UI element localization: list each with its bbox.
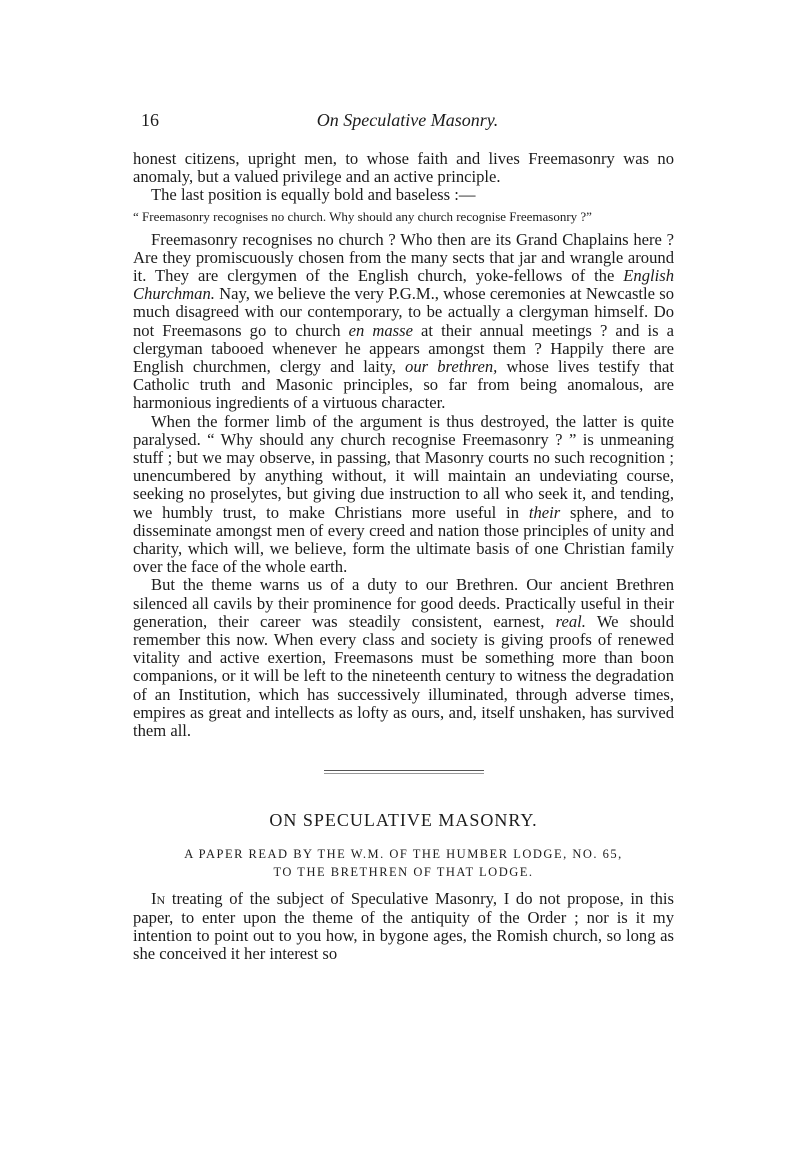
article-subtitle: A PAPER READ BY THE W.M. OF THE HUMBER LODGE, NO. 65, TO THE BRETHREN OF THAT LODGE. bbox=[184, 847, 623, 880]
page-header bbox=[141, 110, 674, 136]
article-title: ON SPECULATIVE MASONRY. bbox=[269, 810, 538, 831]
block-quote: “ Freemasonry recognises no church. Why should any church recognise Freemasonry ?” bbox=[133, 208, 592, 224]
paragraph: Freemasonry recognises no church ? Who then are its Grand Chaplains here ? Are they promiscuously chosen from the many sects that jar and wrangle around it. They are clergymen of the English church, yoke-fellows of the English Churchman. Nay, we believe the very P.G.M., whose ceremonies at Newcastle so much disagreed with our contemporary, to be actually a clergyman himself. Do not Freemasons go to church en masse at their annual meetings ? and is a clergyman tabooed whenever he appears amongst them ? Happily there are English churchmen, clergy and laity, our brethren, whose lives testify that Catholic truth and Masonic principles, so far from being anomalous, are harmonious ingredients of a virtuous character. bbox=[133, 229, 675, 413]
page-number: 16 bbox=[141, 110, 159, 130]
article-paragraph: In treating of the subject of Speculative Masonry, I do not propose, in this paper, to enter upon the theme of the antiquity of the Order ; nor is it my intention to point out to you how, in bygone ages, the Romish church, so long as she conceived it her interest so bbox=[133, 889, 674, 963]
running-title: On Speculative Masonry. bbox=[316, 110, 499, 130]
paragraph: But the theme warns us of a duty to our Brethren. Our ancient Brethren silenced all cavils by their prominence for good deeds. Practically useful in their generation, their career was steadily consistent, earnest, real. We should remember this now. When every class and society is giving proofs of renewed vitality and active exertion, Freemasons must be something more than boon companions, or it will be left to the nineteenth century to witness the degradation of an Institution, which has successively illuminated, through adverse times, empires as great and intellects as lofty as ours, and, itself unshaken, has survived them all. bbox=[133, 575, 674, 741]
section-divider bbox=[324, 773, 484, 774]
paragraph: The last position is equally bold and baseless :— bbox=[151, 185, 476, 205]
body-text bbox=[133, 150, 674, 963]
paragraph: When the former limb of the argument is thus destroyed, the latter is quite paralysed. “ Why should any church recognise Freemasonry ? ” is unmeaning stuff ; but we may observe, in passing, that Masonry courts no such recognition ; unencumbered by anything without, it will maintain an undeviating course, seeking no proselytes, but giving due instruction to all who seek it, and tending, we humbly trust, to make Christians more useful in their sphere, and to disseminate amongst men of every creed and nation those principles of unity and charity, which will, we believe, form the ultimate basis of one Christian family over the face of the whole earth. bbox=[133, 411, 674, 577]
paragraph: honest citizens, upright men, to whose faith and lives Freemasonry was no anomaly, but a valued privilege and an active principle. bbox=[133, 149, 674, 187]
section-divider bbox=[324, 770, 484, 771]
